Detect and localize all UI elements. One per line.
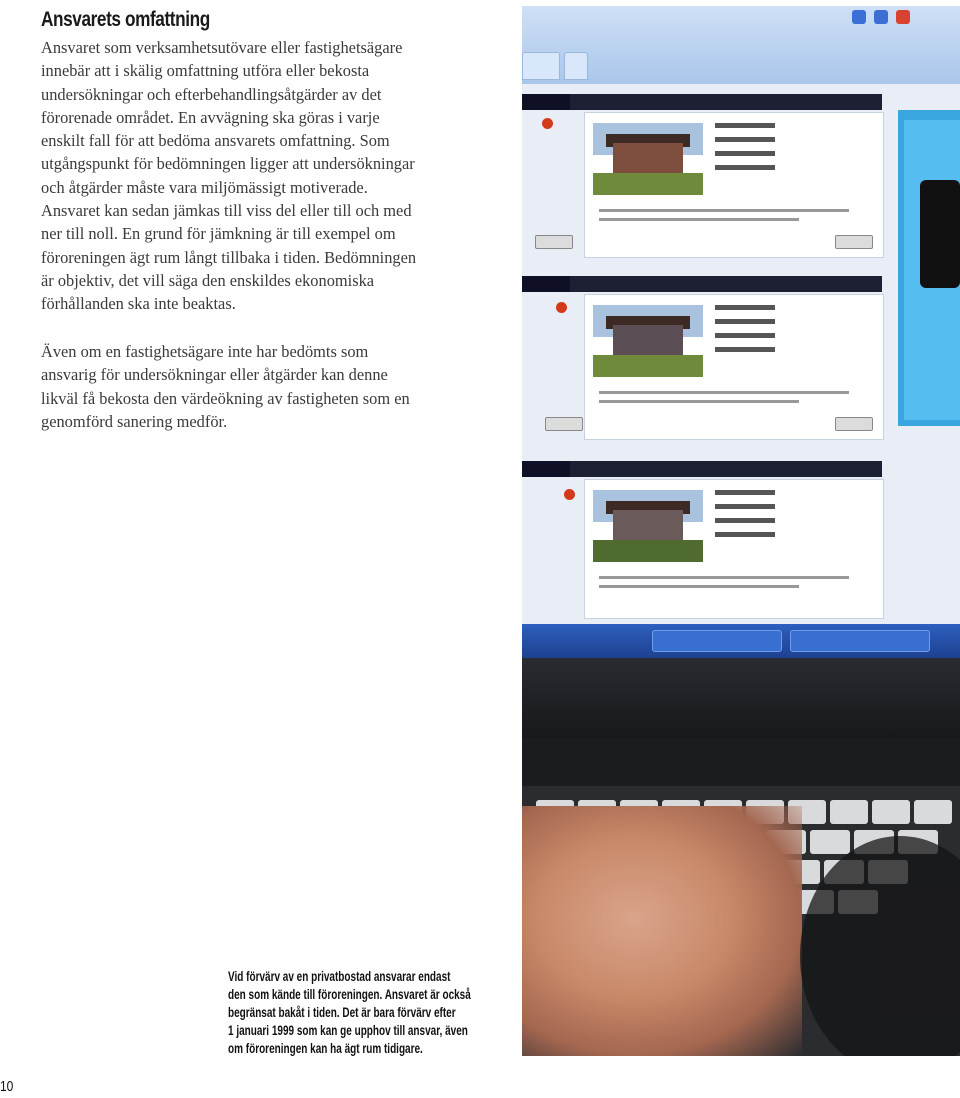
favorite-icon [542, 118, 553, 129]
browser-toolbar [522, 6, 960, 84]
listing-price-bar [522, 461, 570, 477]
listing-header-bar [522, 94, 882, 110]
listing-description [599, 209, 849, 227]
show-button [545, 417, 583, 431]
house-thumbnail [593, 305, 703, 377]
photo-caption [228, 968, 471, 1058]
caption-line: begränsat bakåt i tiden. Det är bara förvärv efter [228, 1005, 456, 1020]
text-line: förorenade området. En avvägning ska göras i varje [41, 107, 380, 127]
listing-card [584, 479, 884, 619]
browser-tab [564, 52, 588, 80]
listing-description [599, 576, 849, 594]
listing-row [522, 461, 960, 631]
text-line: förhållanden ska inte beaktas. [41, 294, 236, 314]
caption-line: Vid förvärv av en privatbostad ansvarar endast [228, 969, 451, 984]
show-button [535, 235, 573, 249]
favorite-icon [556, 302, 567, 313]
listing-facts [715, 490, 775, 546]
text-line: och åtgärder måste vara miljömässigt motiverade. [41, 177, 368, 197]
listing-facts [715, 305, 775, 361]
taskbar-button [652, 630, 782, 652]
close-icon [896, 10, 910, 24]
maximize-icon [874, 10, 888, 24]
listing-facts [715, 123, 775, 179]
text-line: innebär att i skälig omfattning utföra eller bekosta [41, 61, 370, 81]
section-heading: Ansvarets omfattning [41, 8, 210, 31]
text-line: ansvarig för undersökningar eller åtgärder kan denne [41, 365, 388, 385]
listing-description [599, 391, 849, 409]
os-taskbar [522, 624, 960, 658]
listing-price-bar [522, 276, 570, 292]
listing-card [584, 112, 884, 258]
caption-line: 1 januari 1999 som kan ge upphov till ansvar, även [228, 1023, 468, 1038]
phone-image [920, 180, 960, 288]
listing-price-bar [522, 94, 570, 110]
caption-line: om föroreningen kan ha ägt rum tidigare. [228, 1041, 423, 1056]
typing-hand [522, 806, 802, 1056]
text-line: likväl få bekosta den värdeökning av fastigheten som en [41, 388, 410, 408]
show-button [835, 417, 873, 431]
house-thumbnail [593, 123, 703, 195]
text-line: Även om en fastighetsägare inte har bedömts som [41, 342, 369, 361]
body-paragraph-1 [41, 36, 481, 316]
text-line: föroreningen ägt rum långt tillbaka i tiden. Bedömningen [41, 247, 417, 267]
text-line: ner till noll. En grund för jämkning är till exempel om [41, 224, 396, 244]
favorite-icon [564, 489, 575, 500]
text-line: utgångspunkt för bedömningen ligger att undersökningar [41, 154, 415, 174]
listing-header-bar [522, 276, 882, 292]
advertisement-panel [898, 110, 960, 426]
laptop-bezel [522, 658, 960, 738]
text-line: enskilt fall för att bedöma ansvarets omfattning. Som [41, 131, 390, 151]
laptop-screen [522, 6, 960, 661]
listing-header-bar [522, 461, 882, 477]
laptop-photo [522, 6, 960, 1056]
text-line: undersökningar och efterbehandlingsåtgärder av det [41, 84, 382, 104]
minimize-icon [852, 10, 866, 24]
text-line: Ansvaret som verksamhetsutövare eller fastighetsägare [41, 38, 403, 57]
house-thumbnail [593, 490, 703, 562]
text-line: genomförd sanering medför. [41, 411, 228, 431]
show-button [835, 235, 873, 249]
text-line: är objektiv, det vill säga den enskildes ekonomiska [41, 270, 375, 290]
caption-line: den som kände till föroreningen. Ansvaret är också [228, 987, 471, 1002]
text-line: Ansvaret kan sedan jämkas till viss del eller till och med [41, 201, 412, 221]
listing-row [522, 276, 960, 446]
body-paragraph-2 [41, 340, 481, 433]
browser-tab [522, 52, 560, 80]
listing-card [584, 294, 884, 440]
taskbar-button [790, 630, 930, 652]
page-number: 10 [0, 1078, 14, 1095]
listing-row [522, 94, 960, 264]
